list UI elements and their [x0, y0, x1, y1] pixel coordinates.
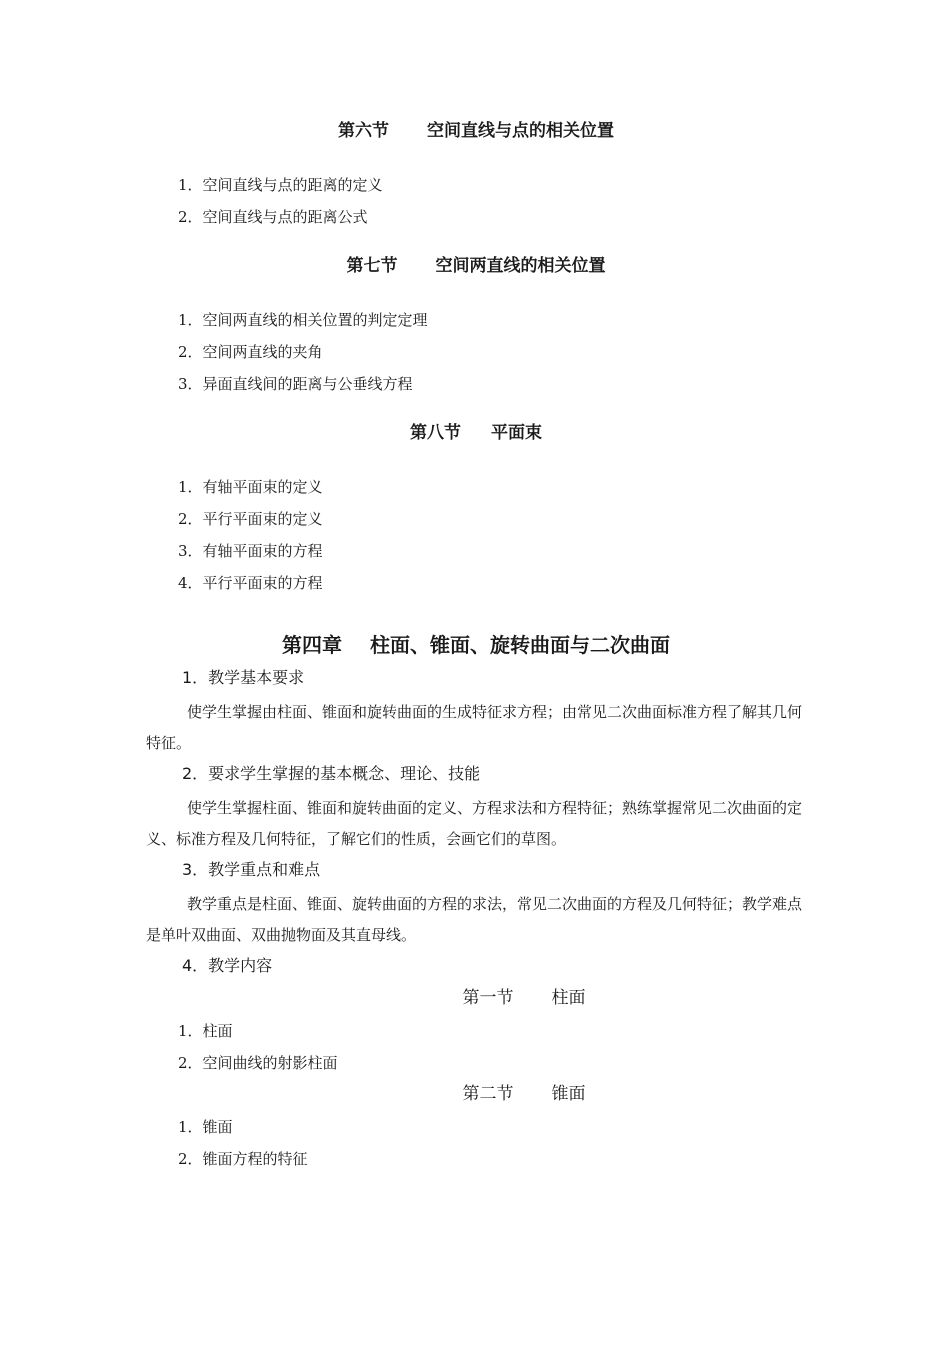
list-item: 2．平行平面束的定义 — [178, 510, 323, 528]
section-title: 空间两直线的相关位置 — [435, 256, 606, 276]
section-label: 第一节 — [462, 988, 514, 1008]
list-item: 1．锥面 — [178, 1118, 233, 1136]
teaching-requirements-heading: 1．教学基本要求 — [182, 668, 305, 687]
section-label: 第七节 — [346, 256, 398, 276]
section-6-heading — [0, 119, 952, 143]
key-concepts-text: 使学生掌握柱面、锥面和旋转曲面的定义、方程求法和方程特征；熟练掌握常见二次曲面的定义、标准方程及几何特征，了解它们的性质，会画它们的草图。 — [146, 799, 803, 848]
chapter-label: 第四章 — [282, 633, 342, 657]
list-item: 4．平行平面束的方程 — [178, 574, 323, 592]
section-label: 第六节 — [338, 121, 389, 141]
teaching-requirements-text: 使学生掌握由柱面、锥面和旋转曲面的生成特征求方程；由常见二次曲面标准方程了解其几何特征。 — [146, 703, 803, 752]
subsection-1-heading — [48, 986, 952, 1010]
section-label: 第八节 — [410, 423, 461, 443]
focus-difficulty-heading: 3．教学重点和难点 — [182, 860, 321, 879]
section-7-heading — [0, 254, 952, 278]
key-concepts-heading: 2．要求学生掌握的基本概念、理论、技能 — [182, 764, 481, 783]
list-item: 2．空间曲线的射影柱面 — [178, 1054, 338, 1072]
subsection-2-heading — [48, 1082, 952, 1106]
section-8-heading — [0, 421, 952, 445]
section-title: 平面束 — [491, 423, 542, 443]
list-item: 1．有轴平面束的定义 — [178, 478, 323, 496]
section-title: 柱面 — [551, 988, 586, 1008]
teaching-content-heading: 4．教学内容 — [182, 956, 273, 975]
list-item: 3．异面直线间的距离与公垂线方程 — [178, 375, 413, 393]
list-item: 2．空间两直线的夹角 — [178, 343, 323, 361]
section-label: 第二节 — [462, 1084, 514, 1104]
section-title: 锥面 — [551, 1084, 586, 1104]
list-item: 1．空间直线与点的距离的定义 — [178, 176, 383, 194]
focus-difficulty-text: 教学重点是柱面、锥面、旋转曲面的方程的求法，常见二次曲面的方程及几何特征；教学难点是单叶双曲面、双曲抛物面及其直母线。 — [146, 895, 803, 944]
list-item: 1．柱面 — [178, 1022, 233, 1040]
list-item: 3．有轴平面束的方程 — [178, 542, 323, 560]
section-title: 空间直线与点的相关位置 — [427, 121, 614, 141]
chapter-title: 柱面、锥面、旋转曲面与二次曲面 — [370, 633, 670, 657]
chapter-4-heading — [0, 631, 952, 659]
list-item: 1．空间两直线的相关位置的判定定理 — [178, 311, 428, 329]
list-item: 2．锥面方程的特征 — [178, 1150, 308, 1168]
list-item: 2．空间直线与点的距离公式 — [178, 208, 368, 226]
